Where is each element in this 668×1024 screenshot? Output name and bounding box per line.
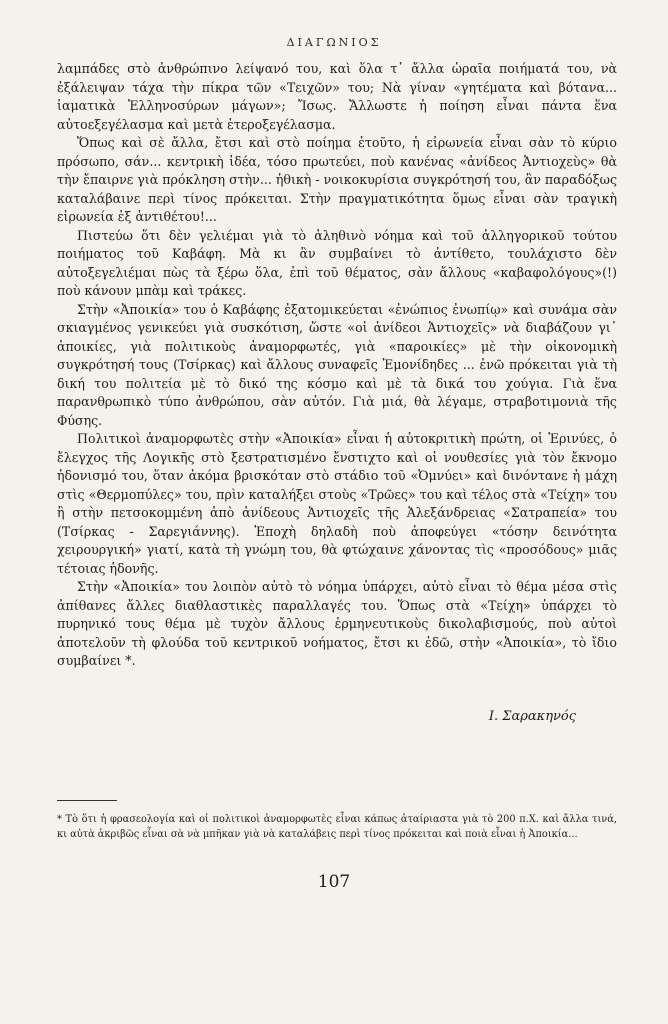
paragraph: Ὅπως καὶ σὲ ἄλλα, ἔτσι καὶ στὸ ποίημα ἐτοῦτο, ἡ εἰρωνεία εἶναι σὰν τὸ κύριο πρόσωπο, σάν... κεντρικὴ ἰδέα, τόσο πρωτεύει, ποὺ κανένας «ἀνίδεος Ἀντιοχεὺς» θὰ τὴν ἔπαιρνε γιὰ πρόκληση στὴν... ἠθικὴ - νοικοκυρίσια συγκρότησή του, ἂν παραδόξως καταλάβαινε περὶ τίνος πρόκειται. Στὴν πραγματικότητα ὅμως εἶναι σὰν τραγικὴ εἰρωνεία ἐξ ἀντιθέτου!... [57,135,617,224]
paragraph: λαμπάδες στὸ ἀνθρώπινο λείψανό του, καὶ ὅλα τ᾽ ἄλλα ὡραῖα ποιήματά του, νὰ ἐξάλειψαν τάχα τὴν πίκρα τῶν «Τειχῶν» του; Νὰ γίναν «γητέματα καὶ βότανα... ἰαματικὰ Ἑλληνοσύρων μάγων»; Ἴσως. Ἄλλωστε ἡ ποίηση εἶναι πάντα ἕνα αὐτοεξεγέλασμα καὶ μετὰ ἑτεροξεγέλασμα. [57,61,617,132]
running-header: ΔΙΑΓΩΝΙΟΣ [286,36,382,49]
footnote: * Τὸ ὅτι ἡ φρασεολογία καὶ οἱ πολιτικοὶ ἀναμορφωτὲς εἶναι κάπως ἀταίριαστα γιὰ τὸ 200 π.Χ. καὶ ἄλλα τινά, κι αὐτὰ ἀκριβῶς εἶναι σὰ νὰ μπῆκαν γιὰ νὰ καταλάβεις περὶ τίνος πρόκειται καὶ ποιὰ εἶναι ἡ Ἀποικία... [57,814,617,840]
footnote-divider [57,800,117,801]
paragraph: Πολιτικοὶ ἀναμορφωτὲς στὴν «Ἀποικία» εἶναι ἡ αὐτοκριτικὴ πρώτη, οἱ Ἐρινύες, ὁ ἔλεγχος τῆς Λογικῆς στὸ ξεστρατισμένο ἔνστιχτο καὶ οἱ νουθεσίες γιὰ τὸν ἔκνομο ἡδονισμό του, ὅταν ἀκόμα βρισκόταν στὸ στάδιο τοῦ «Ὀμνύει» καὶ δινόντανε ἡ μάχη στὶς «Θερμοπύλες» του, πρὶν καταλήξει στοὺς «Τρῶες» του καὶ τέλος στὰ «Τείχη» του ἢ στὴν πετσοκομμένη ἀπὸ ἀνίδεους Ἀντιοχεῖς τῆς Ἀλεξάνδρειας «Σατραπεία» του (Τσίρκας - Σαρεγιάννης). Ἐποχὴ δηλαδὴ ποὺ ἀποφεύγει «τόσην δεινότητα χειρουργική» γιατί, κατὰ τὴ γνώμη του, θὰ φτώχαινε χάνοντας τὶς «προσόδους» μιᾶς τέτοιας ἡδονῆς. [57,431,617,576]
article-body [57,60,617,671]
paragraph: Πιστεύω ὅτι δὲν γελιέμαι γιὰ τὸ ἀληθινὸ νόημα καὶ τοῦ ἀλληγορικοῦ τούτου ποιήματος τοῦ Καβάφη. Μὰ κι ἂν συμβαίνει τὸ ἀντίθετο, τουλάχιστο δὲν αὐτοξεγελιέμαι πὼς τὰ ξέρω ὅλα, ἐπὶ τοῦ θέματος, σὰν ἄλλους «καβαφολόγους»(!) ποὺ κάνουν μπὰμ καὶ τράκες. [57,227,617,298]
paragraph: Στὴν «Ἀποικία» του λοιπὸν αὐτὸ τὸ νόημα ὑπάρχει, αὐτὸ εἶναι τὸ θέμα μέσα στὶς ἀπίθανες ἄλλες διαθλαστικὲς παραλλαγές του. Ὅπως στὰ «Τείχη» ὑπάρχει τὸ πυρηνικό τους θέμα μὲ τυχὸν ἄλλους ἑρμηνευτικοὺς δικολαβισμούς, ποὺ αὐτοὶ ἀποτελοῦν τὴ φλούδα τοῦ κεντρικοῦ νοήματος, ἔτσι κι ἐδῶ, στὴν «Ἀποικία», τὸ ἴδιο συμβαίνει *. [57,579,617,668]
author-signature: Ι. Σαρακηνός [488,709,576,724]
page-number: 107 [317,872,351,892]
paragraph: Στὴν «Ἀποικία» του ὁ Καβάφης ἐξατομικεύεται «ἐνώπιος ἐνωπίῳ» καὶ συνάμα σὰν σκιαγμένος γενικεύει γιὰ συσκότιση, ὥστε «οἱ ἀνίδεοι Ἀντιοχεῖς» νὰ διαβάζουν γι᾽ ἀποικίες, γιὰ πολιτικοὺς ἀναμορφωτές, γιὰ «παροικίες» μὲ τὴν οἰκονομικὴ συγκρότησή τους (Τσίρκας) καὶ ἄλλους συναφεῖς Ἐμονίδηδες ... ἐνῶ πρόκειται γιὰ τὴ δική του πολιτεία μὲ τὸ δικό της κόσμο καὶ μὲ τὰ δικά του χούγια. Γιὰ ἕνα παρανθρωπικὸ τύπο ἀνθρώπου, σὰν αὐτόν. Γιὰ μιά, θὰ λέγαμε, στραβοτιμονιὰ τῆς Φύσης. [57,301,617,428]
